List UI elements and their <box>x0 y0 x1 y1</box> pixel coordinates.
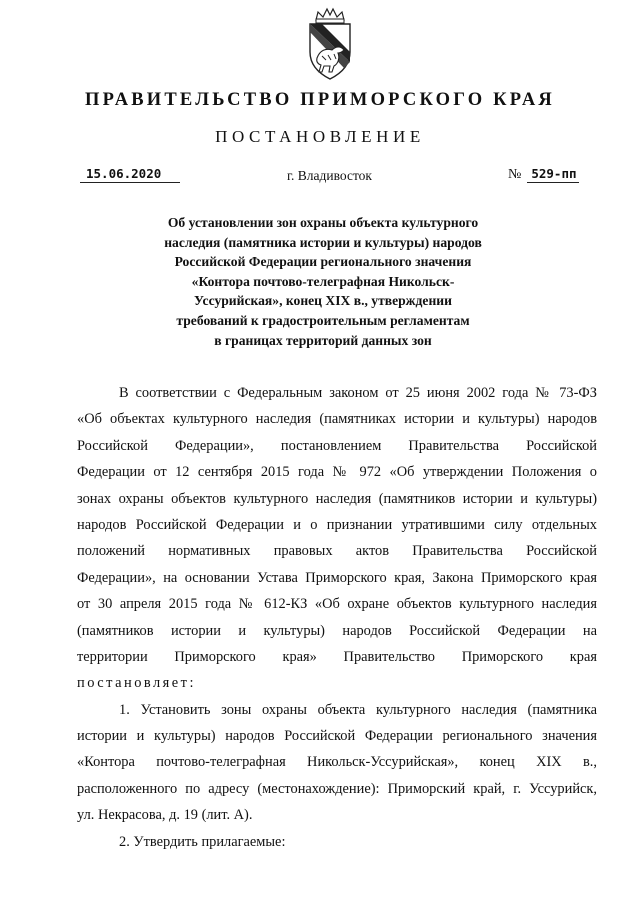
subject-line: требований к градостроительным регламентам <box>176 312 470 328</box>
body-line: положений нормативных правовых актов Правительства Российской <box>77 543 597 560</box>
body-line: «Об объектах культурного наследия (памятниках истории и культуры) народов <box>77 411 597 428</box>
body-line: расположенного по адресу (местонахождение): Приморский край, г. Уссурийск, <box>77 780 597 797</box>
document-date: 15.06.2020 <box>80 166 180 183</box>
body-line: территории Приморского края» Правительство Приморского края <box>77 648 597 665</box>
body-line: ул. Некрасова, д. 19 (лит. А). <box>77 807 253 824</box>
document-city: г. Владивосток <box>287 168 372 183</box>
subject-line: «Контора почтово-телеграфная Никольск- <box>191 273 455 289</box>
subject-line: Уссурийская», конец XIX в., утверждении <box>194 293 452 309</box>
document-type: ПОСТАНОВЛЕНИЕ <box>215 127 425 146</box>
document-subject <box>140 213 506 350</box>
body-line: (памятников истории и культуры) народов Российской Федерации на <box>77 622 597 639</box>
body-line: от 30 апреля 2015 года № 612-КЗ «Об охране объектов культурного наследия <box>77 596 597 613</box>
subject-line: в границах территорий данных зон <box>214 332 432 348</box>
body-line: народов Российской Федерации и о признании утратившими силу отдельных <box>77 516 597 533</box>
body-line: Федерации», на основании Устава Приморского края, Закона Приморского края <box>77 569 597 586</box>
number-value: 529-пп <box>527 166 579 183</box>
document-number <box>508 166 579 183</box>
subject-line: Об установлении зон охраны объекта культурного <box>167 215 479 230</box>
subject-line: Российской Федерации регионального значения <box>174 254 472 270</box>
coat-of-arms-icon <box>300 6 360 82</box>
document-meta <box>0 166 640 188</box>
body-line: «Контора почтово-телеграфная Никольск-Уссурийская», конец XIX в., <box>77 754 597 771</box>
decree-word: постановляет: <box>77 675 196 692</box>
body-line: В соответствии с Федеральным законом от 25 июня 2002 года № 73-ФЗ <box>119 385 597 401</box>
government-title: ПРАВИТЕЛЬСТВО ПРИМОРСКОГО КРАЯ <box>84 90 555 110</box>
body-line: Федерации от 12 сентября 2015 года № 972 «Об утверждении Положения о <box>77 464 597 481</box>
body-line: 2. Утвердить прилагаемые: <box>119 833 286 850</box>
body-line: 1. Установить зоны охраны объекта культурного наследия (памятника <box>119 701 597 718</box>
subject-line: наследия (памятника истории и культуры) народов <box>164 234 482 250</box>
body-line: зонах охраны объектов культурного наследия (памятников истории и культуры) <box>77 490 597 507</box>
body-line: истории и культуры) народов Российской Федерации регионального значения <box>77 728 597 745</box>
document-body <box>77 380 597 855</box>
number-label: № <box>508 167 522 182</box>
body-line: Российской Федерации», постановлением Правительства Российской <box>77 437 597 454</box>
